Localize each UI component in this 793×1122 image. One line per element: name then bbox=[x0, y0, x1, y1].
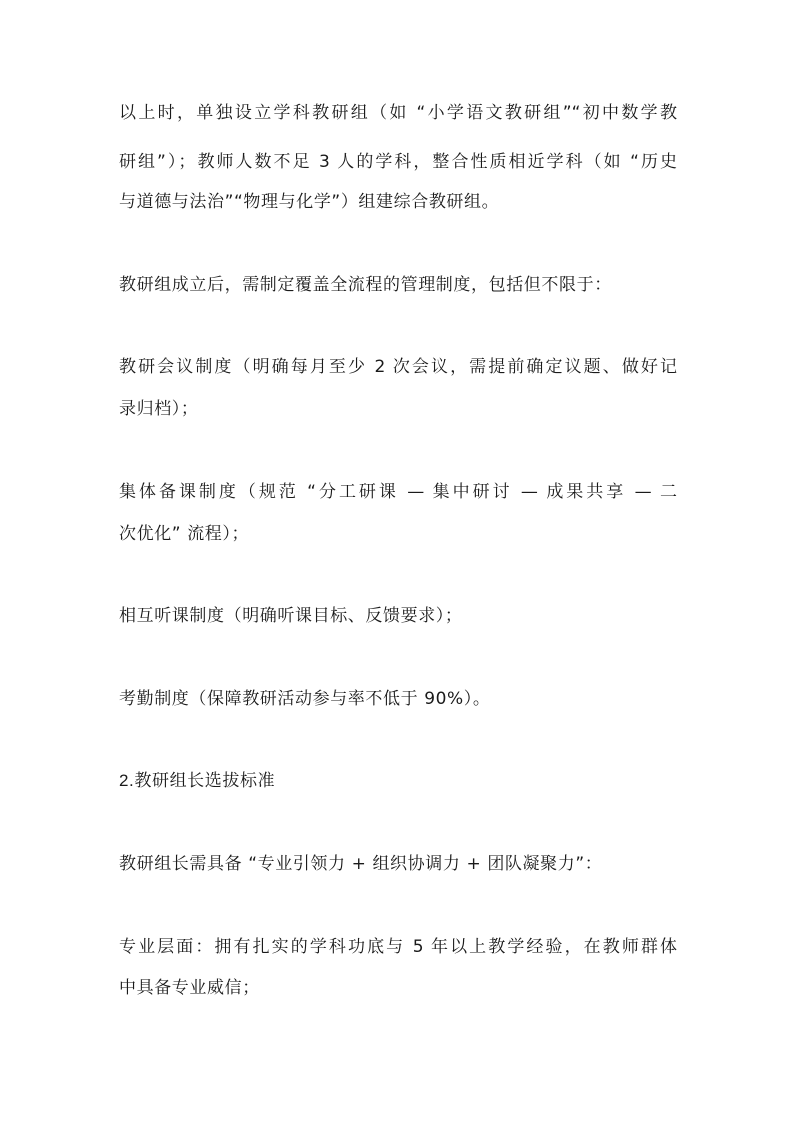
paragraph-1-line-2: 研组”）；教师人数不足 3 人的学科，整合性质相近学科（如 “历史 bbox=[119, 152, 677, 172]
paragraph-1-line-1: 以上时，单独设立学科教研组（如 “小学语文教研组”“初中数学教 bbox=[119, 103, 677, 123]
paragraph-1-line-3: 与道德与法治”“物理与化学”）组建综合教研组。 bbox=[119, 192, 500, 212]
paragraph-8-line-1: 教研组长需具备 “专业引领力 + 组织协调力 + 团队凝聚力”： bbox=[119, 854, 603, 874]
paragraph-3-line-2: 录归档）； bbox=[119, 399, 199, 419]
paragraph-5-line-1: 相互听课制度（明确听课目标、反馈要求）； bbox=[119, 606, 463, 626]
paragraph-3-line-1: 教研会议制度（明确每月至少 2 次会议，需提前确定议题、做好记 bbox=[119, 357, 677, 377]
paragraph-9-line-1: 专业层面：拥有扎实的学科功底与 5 年以上教学经验，在教师群体 bbox=[119, 937, 677, 957]
paragraph-2-line-1: 教研组成立后，需制定覆盖全流程的管理制度，包括但不限于： bbox=[119, 275, 612, 295]
section-heading: 2.教研组长选拔标准 bbox=[119, 771, 276, 790]
paragraph-6-line-1: 考勤制度（保障教研活动参与率不低于 90%）。 bbox=[119, 689, 491, 709]
paragraph-9-line-2: 中具备专业威信； bbox=[119, 978, 260, 998]
paragraph-4-line-1: 集体备课制度（规范 “分工研课 — 集中研讨 — 成果共享 — 二 bbox=[119, 482, 677, 502]
paragraph-4-line-2: 次优化” 流程）； bbox=[119, 524, 250, 544]
